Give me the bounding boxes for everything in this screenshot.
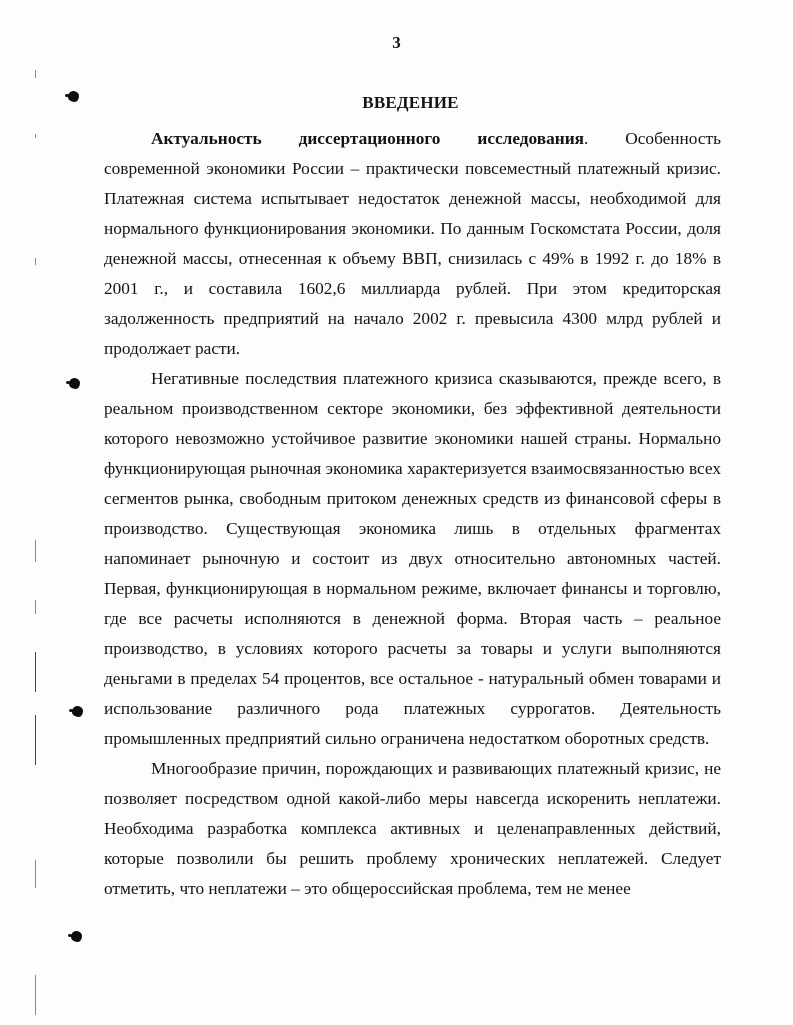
paragraph-text: . Особенность современной экономики России – практически повсеместный платежный кризис. Платежная система испытывает недостаток денежной массы, необходимой для нормального функционирования экономики. По данным Госкомстата России, доля денежной массы, отнесенная к объему ВВП, снизилась с 49% в 1992 г. до 18% в 2001 г., и составила 1602,6 миллиарда рублей. При этом кредиторская задолженность предприятий на начало 2002 г. превысила 4300 млрд рублей и продолжает расти. [104,129,721,358]
scan-edge-mark [35,860,36,888]
page-number: 3 [392,33,401,52]
paragraph-causes [104,754,721,904]
scan-blot-mark [72,706,83,717]
paragraph-consequences [104,364,721,754]
scan-blot-mark [71,931,82,942]
body-text [104,124,721,904]
scan-edge-mark [35,600,36,614]
paragraph-text: Негативные последствия платежного кризиса сказываются, прежде всего, в реальном производственном секторе экономики, без эффективной деятельности которого невозможно устойчивое развитие экономики нашей страны. Нормально функционирующая рыночная экономика характеризуется взаимосвязанностью всех сегментов рынка, свободным притоком денежных средств из финансовой сферы в производство. Существующая экономика лишь в отдельных фрагментах напоминает рыночную и состоит из двух относительно автономных частей. Первая, функционирующая в нормальном режиме, включает финансы и торговлю, где все расчеты исполняются в денежной форма. Вторая часть – реальное производство, в условиях которого расчеты за товары и услуги выполняются деньгами в пределах 54 процентов, все остальное - натуральный обмен товарами и использование различного рода платежных суррогатов. Деятельность промышленных предприятий сильно ограничена недостатком оборотных средств. [104,369,721,748]
scan-edge-mark [35,134,36,138]
relevance-lead-phrase: Актуальность диссертационного исследования [151,129,584,148]
paragraph-relevance [104,124,721,364]
paragraph-text: Многообразие причин, порождающих и развивающих платежный кризис, не позволяет посредством одной какой-либо меры навсегда искоренить неплатежи. Необходима разработка комплекса активных и целенаправленных действий, которые позволили бы решить проблему хронических неплатежей. Следует отметить, что неплатежи – это общероссийская проблема, тем не менее [104,759,721,898]
scan-edge-mark [35,258,36,265]
scan-edge-mark [35,715,36,765]
scan-edge-mark [35,540,36,562]
section-heading: ВВЕДЕНИЕ [362,93,459,112]
scan-edge-mark [35,975,36,1015]
scan-edge-mark [35,652,36,692]
scan-blot-mark [69,378,80,389]
scan-edge-mark [35,70,36,78]
